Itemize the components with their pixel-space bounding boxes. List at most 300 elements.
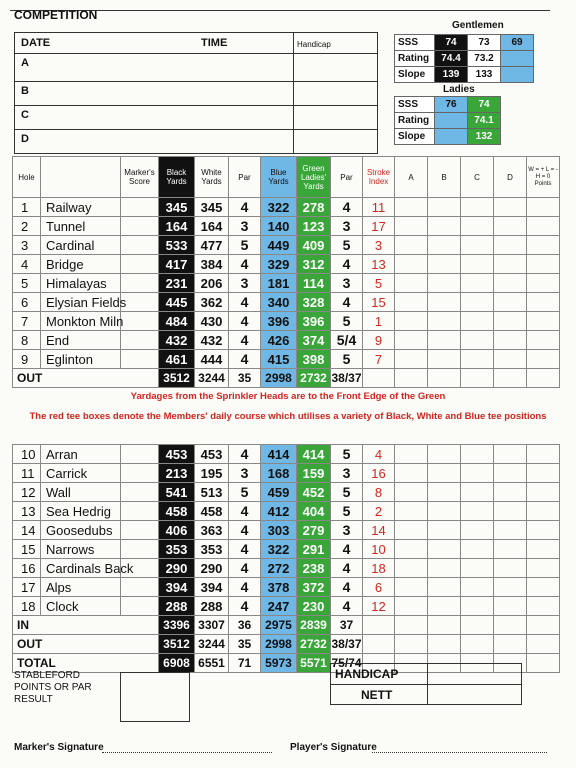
- hole-name: Clock: [41, 597, 121, 616]
- marker-score-cell[interactable]: [121, 255, 159, 274]
- green-yards: 312: [297, 255, 331, 274]
- total-c[interactable]: [461, 616, 494, 635]
- score-d[interactable]: [494, 559, 527, 578]
- out-label: OUT: [13, 369, 159, 388]
- col-black: Black Yards: [159, 157, 195, 198]
- g-sss-blue: 69: [501, 35, 534, 51]
- stroke-index: 16: [363, 464, 395, 483]
- g-sss-black: 74: [435, 35, 468, 51]
- score-d[interactable]: [494, 255, 527, 274]
- score-d[interactable]: [494, 198, 527, 217]
- score-c[interactable]: [461, 559, 494, 578]
- total-ladies-par: 38/37: [331, 635, 363, 654]
- blue-yards: 247: [261, 597, 297, 616]
- marker-score-cell[interactable]: [121, 483, 159, 502]
- score-b[interactable]: [428, 502, 461, 521]
- score-c[interactable]: [461, 540, 494, 559]
- marker-score-cell[interactable]: [121, 331, 159, 350]
- ladies-par: 5: [331, 445, 363, 464]
- player-c-label[interactable]: C: [21, 109, 29, 121]
- score-d[interactable]: [494, 597, 527, 616]
- total-si: [363, 616, 395, 635]
- blue-yards: 272: [261, 559, 297, 578]
- white-yards: 288: [195, 597, 229, 616]
- l-rating-blue: [435, 113, 468, 129]
- hole-number: 17: [13, 578, 41, 597]
- row-line-d: [15, 129, 377, 130]
- score-d[interactable]: [494, 521, 527, 540]
- black-yards: 461: [159, 350, 195, 369]
- green-yards: 374: [297, 331, 331, 350]
- score-d[interactable]: [494, 350, 527, 369]
- score-c[interactable]: [461, 312, 494, 331]
- blue-yards: 414: [261, 445, 297, 464]
- score-c[interactable]: [461, 445, 494, 464]
- green-yards: 123: [297, 217, 331, 236]
- green-yards: 398: [297, 350, 331, 369]
- score-whd[interactable]: [527, 521, 560, 540]
- total-blue: 2975: [261, 616, 297, 635]
- gentlemen-title: Gentlemen: [452, 20, 504, 31]
- white-yards: 430: [195, 312, 229, 331]
- score-a[interactable]: [395, 331, 428, 350]
- score-d[interactable]: [494, 217, 527, 236]
- score-whd[interactable]: [527, 540, 560, 559]
- hole-name: Elysian Fields: [41, 293, 121, 312]
- stableford-box[interactable]: [120, 672, 190, 722]
- white-yards: 345: [195, 198, 229, 217]
- l-label: SSS: [395, 97, 435, 113]
- score-b[interactable]: [428, 464, 461, 483]
- hole-number: 13: [13, 502, 41, 521]
- blue-yards: 168: [261, 464, 297, 483]
- g-slope-blue: [501, 67, 534, 83]
- white-yards: 353: [195, 540, 229, 559]
- col-white: White Yards: [195, 157, 229, 198]
- blue-yards: 303: [261, 521, 297, 540]
- score-b[interactable]: [428, 578, 461, 597]
- score-a[interactable]: [395, 445, 428, 464]
- total-ladies-par: 37: [331, 616, 363, 635]
- ladies-par: 5: [331, 350, 363, 369]
- blue-yards: 426: [261, 331, 297, 350]
- total-green: 2732: [297, 635, 331, 654]
- score-whd[interactable]: [527, 236, 560, 255]
- score-whd[interactable]: [527, 464, 560, 483]
- out-b[interactable]: [428, 369, 461, 388]
- total-label: OUT: [13, 635, 159, 654]
- blue-yards: 378: [261, 578, 297, 597]
- score-c[interactable]: [461, 255, 494, 274]
- total-d[interactable]: [494, 635, 527, 654]
- blue-yards: 140: [261, 217, 297, 236]
- green-yards: 396: [297, 312, 331, 331]
- total-a[interactable]: [395, 616, 428, 635]
- score-a[interactable]: [395, 293, 428, 312]
- ladies-par: 4: [331, 559, 363, 578]
- green-yards: 114: [297, 274, 331, 293]
- stroke-index: 8: [363, 483, 395, 502]
- total-white: 3307: [195, 616, 229, 635]
- col-blue: Blue Yards: [261, 157, 297, 198]
- score-b[interactable]: [428, 521, 461, 540]
- white-yards: 384: [195, 255, 229, 274]
- green-yards: 159: [297, 464, 331, 483]
- handicap-nett-box: [330, 663, 522, 705]
- score-whd[interactable]: [527, 350, 560, 369]
- score-c[interactable]: [461, 198, 494, 217]
- hole-number: 4: [13, 255, 41, 274]
- hole-name: End: [41, 331, 121, 350]
- green-yards: 452: [297, 483, 331, 502]
- g-slope-black: 139: [435, 67, 468, 83]
- score-c[interactable]: [461, 274, 494, 293]
- par-value: 4: [229, 255, 261, 274]
- score-a[interactable]: [395, 597, 428, 616]
- par-value: 4: [229, 445, 261, 464]
- score-whd[interactable]: [527, 198, 560, 217]
- col-green: Green Ladies' Yards: [297, 157, 331, 198]
- score-whd[interactable]: [527, 502, 560, 521]
- hole-number: 8: [13, 331, 41, 350]
- score-a[interactable]: [395, 350, 428, 369]
- stroke-index: 3: [363, 236, 395, 255]
- ladies-par: 5: [331, 483, 363, 502]
- black-yards: 541: [159, 483, 195, 502]
- marker-score-cell[interactable]: [121, 521, 159, 540]
- score-whd[interactable]: [527, 445, 560, 464]
- score-a[interactable]: [395, 236, 428, 255]
- score-whd[interactable]: [527, 293, 560, 312]
- stroke-index: 11: [363, 198, 395, 217]
- score-b[interactable]: [428, 597, 461, 616]
- green-yards: 238: [297, 559, 331, 578]
- blue-yards: 415: [261, 350, 297, 369]
- stroke-index: 15: [363, 293, 395, 312]
- marker-score-cell[interactable]: [121, 445, 159, 464]
- player-a-label[interactable]: A: [21, 57, 29, 69]
- score-a[interactable]: [395, 483, 428, 502]
- score-d[interactable]: [494, 483, 527, 502]
- marker-score-cell[interactable]: [121, 540, 159, 559]
- l-slope-blue: [435, 129, 468, 145]
- hole-name: Bridge: [41, 255, 121, 274]
- total-ladies-par: 75/74: [331, 654, 363, 673]
- score-b[interactable]: [428, 198, 461, 217]
- score-whd[interactable]: [527, 312, 560, 331]
- time-label: TIME: [201, 37, 228, 49]
- score-a[interactable]: [395, 559, 428, 578]
- par-value: 4: [229, 350, 261, 369]
- out-green: 2732: [297, 369, 331, 388]
- score-a[interactable]: [395, 217, 428, 236]
- green-yards: 409: [297, 236, 331, 255]
- marker-score-cell[interactable]: [121, 350, 159, 369]
- score-d[interactable]: [494, 578, 527, 597]
- score-b[interactable]: [428, 331, 461, 350]
- ladies-par: 4: [331, 198, 363, 217]
- hole-name: Cardinals Back: [41, 559, 121, 578]
- hole-row: [13, 236, 560, 255]
- score-c[interactable]: [461, 350, 494, 369]
- total-si: [363, 635, 395, 654]
- score-b[interactable]: [428, 236, 461, 255]
- white-yards: 453: [195, 445, 229, 464]
- competition-label: COMPETITION: [14, 8, 98, 22]
- score-c[interactable]: [461, 236, 494, 255]
- score-whd[interactable]: [527, 274, 560, 293]
- green-yards: 404: [297, 502, 331, 521]
- green-yards: 328: [297, 293, 331, 312]
- par-value: 3: [229, 274, 261, 293]
- black-yards: 345: [159, 198, 195, 217]
- par-value: 4: [229, 521, 261, 540]
- score-whd[interactable]: [527, 483, 560, 502]
- total-par: 71: [229, 654, 261, 673]
- hole-name: Tunnel: [41, 217, 121, 236]
- black-yards: 533: [159, 236, 195, 255]
- total-whd[interactable]: [527, 654, 560, 673]
- score-c[interactable]: [461, 597, 494, 616]
- total-whd[interactable]: [527, 635, 560, 654]
- score-a[interactable]: [395, 521, 428, 540]
- score-a[interactable]: [395, 502, 428, 521]
- score-whd[interactable]: [527, 331, 560, 350]
- out-a[interactable]: [395, 369, 428, 388]
- player-d-label[interactable]: D: [21, 133, 29, 145]
- score-c[interactable]: [461, 502, 494, 521]
- hole-row: [13, 217, 560, 236]
- hole-name: Arran: [41, 445, 121, 464]
- white-yards: 164: [195, 217, 229, 236]
- total-par: 35: [229, 635, 261, 654]
- white-yards: 458: [195, 502, 229, 521]
- hole-name: Monkton Miln: [41, 312, 121, 331]
- total-row: [13, 616, 560, 635]
- marker-score-cell[interactable]: [121, 236, 159, 255]
- hole-number: 3: [13, 236, 41, 255]
- score-b[interactable]: [428, 312, 461, 331]
- note-sprinkler: Yardages from the Sprinkler Heads are to the Front Edge of the Green: [130, 391, 446, 402]
- total-black: 3512: [159, 635, 195, 654]
- green-yards: 291: [297, 540, 331, 559]
- score-b[interactable]: [428, 540, 461, 559]
- par-value: 4: [229, 198, 261, 217]
- black-yards: 353: [159, 540, 195, 559]
- g-label: SSS: [395, 35, 435, 51]
- row-line-a: [15, 53, 377, 54]
- player-b-label[interactable]: B: [21, 85, 29, 97]
- score-d[interactable]: [494, 293, 527, 312]
- marker-score-cell[interactable]: [121, 464, 159, 483]
- gentlemen-ratings: [394, 34, 534, 83]
- score-a[interactable]: [395, 464, 428, 483]
- handicap-header: Handicap: [297, 40, 331, 49]
- score-b[interactable]: [428, 255, 461, 274]
- col-d: D: [494, 157, 527, 198]
- total-c[interactable]: [461, 635, 494, 654]
- score-d[interactable]: [494, 502, 527, 521]
- green-yards: 414: [297, 445, 331, 464]
- ladies-ratings: [394, 96, 501, 145]
- blue-yards: 412: [261, 502, 297, 521]
- score-a[interactable]: [395, 255, 428, 274]
- score-a[interactable]: [395, 540, 428, 559]
- marker-score-cell[interactable]: [121, 578, 159, 597]
- total-green: 5571: [297, 654, 331, 673]
- stroke-index: 17: [363, 217, 395, 236]
- par-value: 4: [229, 597, 261, 616]
- score-d[interactable]: [494, 312, 527, 331]
- score-d[interactable]: [494, 236, 527, 255]
- ladies-title: Ladies: [443, 84, 475, 95]
- score-c[interactable]: [461, 521, 494, 540]
- score-d[interactable]: [494, 274, 527, 293]
- ladies-par: 5: [331, 236, 363, 255]
- score-whd[interactable]: [527, 559, 560, 578]
- total-label: IN: [13, 616, 159, 635]
- score-whd[interactable]: [527, 217, 560, 236]
- black-yards: 484: [159, 312, 195, 331]
- green-yards: 230: [297, 597, 331, 616]
- black-yards: 164: [159, 217, 195, 236]
- player-signature-line[interactable]: [372, 752, 547, 753]
- hole-row: [13, 331, 560, 350]
- total-b[interactable]: [428, 616, 461, 635]
- score-b[interactable]: [428, 350, 461, 369]
- black-yards: 417: [159, 255, 195, 274]
- score-c[interactable]: [461, 217, 494, 236]
- score-d[interactable]: [494, 445, 527, 464]
- black-yards: 445: [159, 293, 195, 312]
- score-d[interactable]: [494, 464, 527, 483]
- blue-yards: 329: [261, 255, 297, 274]
- ladies-par: 3: [331, 521, 363, 540]
- out-whd[interactable]: [527, 369, 560, 388]
- g-label: Slope: [395, 67, 435, 83]
- g-slope-white: 133: [468, 67, 501, 83]
- marker-score-cell[interactable]: [121, 274, 159, 293]
- col-b: B: [428, 157, 461, 198]
- marker-signature-label: Marker's Signature: [14, 742, 104, 753]
- marker-score-cell[interactable]: [121, 312, 159, 331]
- black-yards: 453: [159, 445, 195, 464]
- black-yards: 432: [159, 331, 195, 350]
- white-yards: 206: [195, 274, 229, 293]
- score-c[interactable]: [461, 578, 494, 597]
- score-a[interactable]: [395, 274, 428, 293]
- par-value: 4: [229, 578, 261, 597]
- total-b[interactable]: [428, 635, 461, 654]
- stroke-index: 7: [363, 350, 395, 369]
- marker-score-cell[interactable]: [121, 217, 159, 236]
- green-yards: 278: [297, 198, 331, 217]
- hole-row: [13, 502, 560, 521]
- total-d[interactable]: [494, 616, 527, 635]
- score-b[interactable]: [428, 217, 461, 236]
- total-green: 2839: [297, 616, 331, 635]
- total-a[interactable]: [395, 635, 428, 654]
- par-value: 5: [229, 236, 261, 255]
- hole-row: [13, 293, 560, 312]
- score-c[interactable]: [461, 464, 494, 483]
- blue-yards: 322: [261, 540, 297, 559]
- hole-name: Carrick: [41, 464, 121, 483]
- marker-score-cell[interactable]: [121, 597, 159, 616]
- white-yards: 513: [195, 483, 229, 502]
- l-rating-green: 74.1: [468, 113, 501, 129]
- marker-score-cell[interactable]: [121, 502, 159, 521]
- blue-yards: 340: [261, 293, 297, 312]
- white-yards: 444: [195, 350, 229, 369]
- score-c[interactable]: [461, 331, 494, 350]
- hole-row: [13, 578, 560, 597]
- total-par: 36: [229, 616, 261, 635]
- total-black: 3396: [159, 616, 195, 635]
- l-slope-green: 132: [468, 129, 501, 145]
- marker-signature-line[interactable]: [102, 752, 272, 753]
- score-c[interactable]: [461, 483, 494, 502]
- blue-yards: 181: [261, 274, 297, 293]
- out-c[interactable]: [461, 369, 494, 388]
- total-whd[interactable]: [527, 616, 560, 635]
- hole-row: [13, 198, 560, 217]
- score-b[interactable]: [428, 483, 461, 502]
- stroke-index: 1: [363, 312, 395, 331]
- score-whd[interactable]: [527, 255, 560, 274]
- hole-number: 9: [13, 350, 41, 369]
- score-a[interactable]: [395, 578, 428, 597]
- black-yards: 213: [159, 464, 195, 483]
- white-yards: 432: [195, 331, 229, 350]
- hole-row: [13, 350, 560, 369]
- score-b[interactable]: [428, 559, 461, 578]
- hcp-sep: [331, 684, 521, 685]
- score-b[interactable]: [428, 445, 461, 464]
- marker-score-cell[interactable]: [121, 198, 159, 217]
- date-label: DATE: [21, 37, 51, 49]
- score-whd[interactable]: [527, 597, 560, 616]
- l-label: Slope: [395, 129, 435, 145]
- stroke-index: 14: [363, 521, 395, 540]
- ladies-par: 3: [331, 217, 363, 236]
- marker-score-cell[interactable]: [121, 293, 159, 312]
- hole-number: 7: [13, 312, 41, 331]
- score-c[interactable]: [461, 293, 494, 312]
- total-blue: 2998: [261, 635, 297, 654]
- handicap-label: HANDICAP: [335, 667, 399, 681]
- ladies-par: 3: [331, 464, 363, 483]
- out-d[interactable]: [494, 369, 527, 388]
- hole-row: [13, 445, 560, 464]
- hole-name: Goosedubs: [41, 521, 121, 540]
- par-value: 3: [229, 217, 261, 236]
- out-black: 3512: [159, 369, 195, 388]
- nett-label: NETT: [361, 688, 393, 702]
- player-signature-label: Player's Signature: [290, 742, 377, 753]
- score-d[interactable]: [494, 540, 527, 559]
- score-a[interactable]: [395, 198, 428, 217]
- score-b[interactable]: [428, 274, 461, 293]
- green-yards: 279: [297, 521, 331, 540]
- score-whd[interactable]: [527, 578, 560, 597]
- score-a[interactable]: [395, 312, 428, 331]
- hole-number: 1: [13, 198, 41, 217]
- black-yards: 458: [159, 502, 195, 521]
- score-d[interactable]: [494, 331, 527, 350]
- black-yards: 288: [159, 597, 195, 616]
- score-b[interactable]: [428, 293, 461, 312]
